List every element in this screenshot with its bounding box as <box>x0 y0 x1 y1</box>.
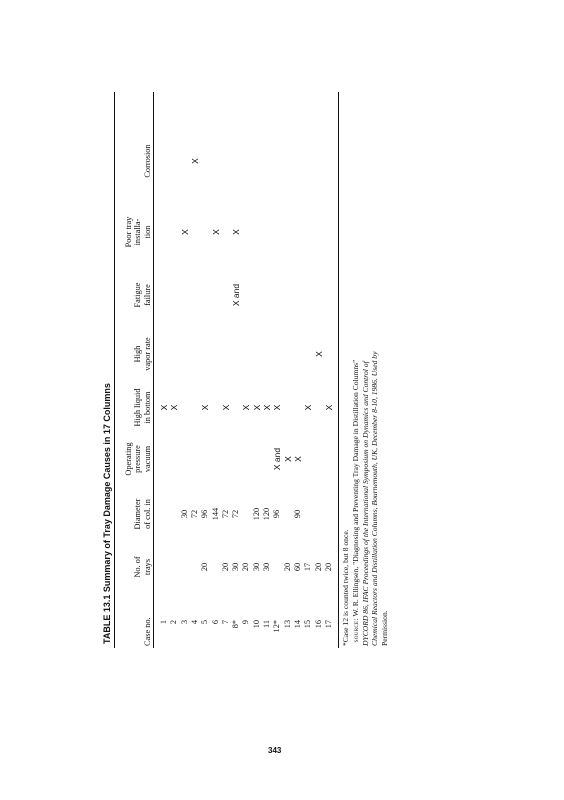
cell-high-liquid: X <box>220 404 231 411</box>
header-line: of col. in <box>142 499 152 529</box>
cell-diameter: 144 <box>210 507 220 521</box>
cell-no-of-trays: 60 <box>292 562 302 572</box>
cell-case-no: 3 <box>179 620 189 625</box>
cell-no-of-trays: 20 <box>323 562 333 572</box>
col-header-corrosion <box>143 132 153 190</box>
cell-case-no: 1 <box>159 620 168 625</box>
source-line-2: DYCORD 86, IFAC Proceedings of the International Symposium on Dynamics and Control of <box>360 361 370 646</box>
cell-diameter: 72 <box>231 509 241 519</box>
source-line-4: Permission. <box>379 610 389 646</box>
cell-fatigue-failure: X and <box>231 283 242 307</box>
cell-case-no: 5 <box>200 620 210 625</box>
cell-diameter: 72 <box>189 509 199 519</box>
header-line: High liquid <box>133 388 142 427</box>
cell-operating-pressure-vacuum: X <box>292 456 303 462</box>
page-number: 343 <box>268 746 282 755</box>
header-line: High <box>133 345 142 363</box>
cell-diameter: 72 <box>220 509 230 519</box>
cell-high-liquid: X <box>323 404 334 411</box>
col-header-fatigue-failure <box>133 267 152 323</box>
cell-diameter: 96 <box>200 509 210 519</box>
header-line: Operating <box>123 442 133 476</box>
cell-no-of-trays: 20 <box>220 562 230 572</box>
cell-high-liquid: X <box>251 404 262 411</box>
top-rule <box>114 92 115 648</box>
cell-case-no: 4 <box>189 620 199 625</box>
cell-poor-tray-installation: X <box>231 229 242 235</box>
cell-high-liquid: X <box>303 404 314 411</box>
col-header-poor-tray-installation <box>124 201 153 263</box>
cell-no-of-trays: 30 <box>231 562 241 572</box>
col-header-no-of-trays <box>133 544 152 590</box>
cell-poor-tray-installation: X <box>210 229 221 235</box>
cell-case-no: 14 <box>292 620 302 629</box>
source-label: source: <box>351 618 360 643</box>
cell-diameter: 96 <box>272 509 282 519</box>
cell-corrosion: X <box>189 158 200 164</box>
header-line: No. of <box>133 556 142 578</box>
footnote: *Case 12 is counted twice, but 8 once. <box>341 529 350 646</box>
table-title: TABLE 13.1 Summary of Tray Damage Causes in 17 Columns <box>102 383 112 644</box>
cell-case-no: 10 <box>251 620 261 629</box>
cell-no-of-trays: 20 <box>200 562 210 572</box>
cell-high-liquid: X <box>241 404 252 411</box>
header-line: Case no. <box>142 617 152 646</box>
cell-high-liquid: X <box>200 404 211 411</box>
cell-case-no: 15 <box>303 620 313 629</box>
cell-case-no: 13 <box>282 620 292 629</box>
cell-no-of-trays: 20 <box>313 562 323 572</box>
source-line-3: Chemical Reactors and Distillation Columns, Bournemouth, UK, December 8-10, 1986. Used by <box>370 351 379 646</box>
cell-high-liquid: X <box>159 404 169 411</box>
cell-high-liquid: X <box>262 404 272 411</box>
cell-case-no: 16 <box>313 620 323 629</box>
col-header-high-liquid <box>133 380 152 435</box>
source-line-1 <box>351 360 360 646</box>
header-line: vacuum <box>142 445 152 473</box>
cell-diameter: 120 <box>251 507 261 521</box>
cell-case-no: 8* <box>231 620 241 629</box>
col-header-diameter <box>133 488 152 540</box>
header-line: trays <box>142 558 152 576</box>
cell-case-no: 7 <box>220 620 230 625</box>
header-line: Corrosion <box>142 144 152 178</box>
col-header-high-vapor-rate <box>133 328 152 380</box>
col-header-case-no <box>143 596 153 646</box>
header-line: vapor rate <box>142 337 152 371</box>
cell-case-no: 11 <box>262 620 271 628</box>
cell-no-of-trays: 17 <box>303 562 313 572</box>
header-line: Poor tray <box>123 216 133 248</box>
cell-case-no: 9 <box>241 620 251 625</box>
header-line: pressure <box>133 445 142 473</box>
col-header-operating-pressure-vacuum <box>124 435 153 483</box>
header-rule <box>153 92 154 648</box>
header-line: tion <box>142 225 152 239</box>
header-line: installa- <box>133 218 142 246</box>
header-line: Diameter <box>133 498 142 530</box>
bottom-rule <box>338 92 339 648</box>
rotated-table-block <box>100 88 400 648</box>
cell-case-no: 6 <box>210 620 220 625</box>
cell-high-liquid: X <box>272 404 283 411</box>
header-line: failure <box>142 284 152 306</box>
cell-no-of-trays: 20 <box>241 562 251 572</box>
cell-diameter: 90 <box>292 509 302 519</box>
cell-case-no: 12* <box>272 620 282 633</box>
cell-no-of-trays: 20 <box>282 562 292 572</box>
cell-poor-tray-installation: X <box>179 229 190 235</box>
cell-no-of-trays: 30 <box>262 562 271 572</box>
cell-case-no: 2 <box>169 620 179 625</box>
header-line: in bottom <box>142 391 152 424</box>
cell-diameter: 30 <box>179 509 189 519</box>
cell-diameter: 120 <box>262 507 271 521</box>
cell-high-liquid: X <box>169 404 180 411</box>
header-line: Fatigue <box>133 282 142 308</box>
source-text-1: W. R. Ellingsen, "Diagnosing and Preventing Tray Damage in Distillation Columns" <box>351 359 360 617</box>
cell-high-vapor-rate: X <box>313 351 324 357</box>
cell-case-no: 17 <box>323 620 333 629</box>
cell-operating-pressure-vacuum: X <box>282 456 293 462</box>
cell-operating-pressure-vacuum: X and <box>272 447 283 471</box>
cell-no-of-trays: 30 <box>251 562 261 572</box>
